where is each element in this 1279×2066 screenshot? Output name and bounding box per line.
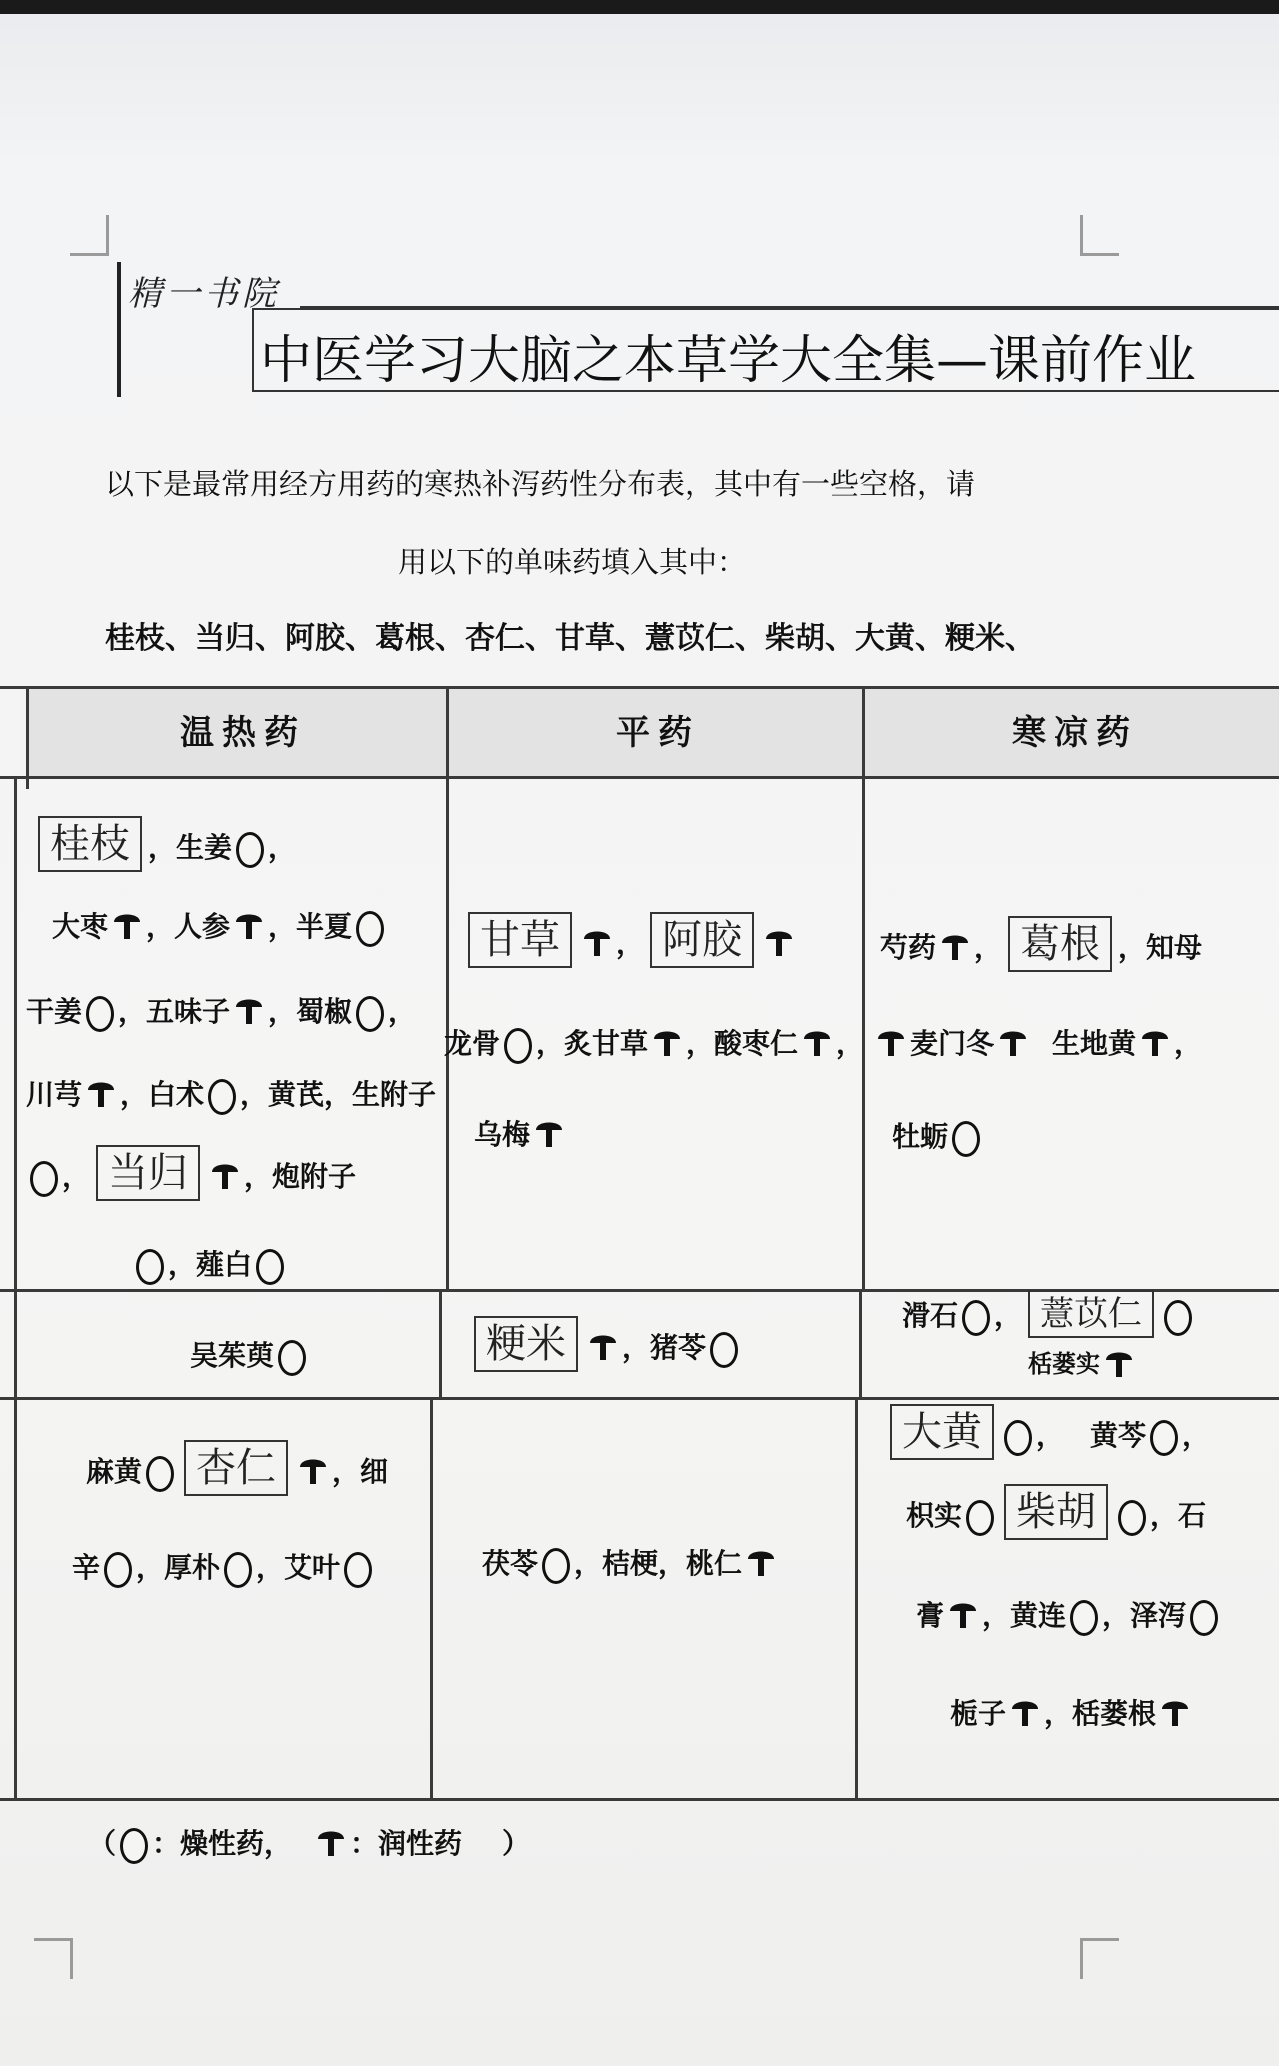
warm-r2-line1: 吴茱萸 [190, 1334, 310, 1376]
instruction-line-2: 用以下的单味药填入其中： [398, 545, 747, 579]
top-edge [0, 0, 1279, 14]
cold-r3-line2: 枳实 柴胡 ，石 [906, 1484, 1206, 1540]
neutral-r3-line1: 茯苓 ，桔梗，桃仁 [482, 1542, 780, 1587]
warm-r1-line3: 干姜 ，五味子 ，蜀椒 ， [26, 990, 416, 1035]
warm-r1-line6: ，薤白 [132, 1243, 288, 1285]
mushroom-icon [802, 1024, 832, 1067]
circle-icon [120, 1828, 148, 1864]
cold-r2-line1: 滑石 ， 薏苡仁 [902, 1290, 1196, 1338]
instruction-line-1: 以下是最常用经方用药的寒热补泻药性分布表，其中有一些空格，请 [105, 467, 976, 501]
mushroom-icon [298, 1452, 328, 1495]
neutral-r1-line1: 甘草 ， 阿胶 [462, 912, 798, 968]
cold-r3-line4: 栀子 ，栝蒌根 [950, 1692, 1194, 1737]
answer-box: 杏仁 [184, 1440, 288, 1496]
answer-box: 桂枝 [38, 816, 142, 872]
circle-icon [136, 1249, 164, 1285]
table-rule [862, 686, 865, 1289]
circle-icon [1190, 1600, 1218, 1636]
answer-box: 薏苡仁 [1028, 1290, 1154, 1338]
warm-r1-line2: 大枣 ，人参 ，半夏 [52, 905, 388, 950]
answer-box: 柴胡 [1004, 1484, 1108, 1540]
table-rule [859, 1289, 862, 1399]
mushroom-icon [582, 924, 612, 967]
neutral-r2-line1: 粳米 ，猪苓 [468, 1316, 742, 1372]
page-title: 中医学习大脑之本草学大全集—课前作业 [260, 331, 1197, 391]
circle-icon [1164, 1300, 1192, 1336]
table-rule [0, 1397, 1279, 1400]
cold-r3-line1: 大黄 ， 黄芩 ， [884, 1404, 1210, 1460]
circle-icon [1118, 1500, 1146, 1536]
header-vertical-rule [117, 262, 121, 397]
crop-mark-bottom-right [1080, 1938, 1119, 1979]
mushroom-icon [234, 992, 264, 1035]
circle-icon [542, 1548, 570, 1584]
mushroom-icon [1010, 1694, 1040, 1737]
table-rule [855, 1397, 858, 1800]
circle-icon [146, 1456, 174, 1492]
circle-icon [952, 1121, 980, 1157]
crop-mark-top-left [70, 215, 109, 256]
mushroom-icon [234, 907, 264, 950]
table-rule [0, 686, 1279, 689]
table-rule [439, 1289, 442, 1399]
cold-r2-line2: 栝蒌实 [1028, 1344, 1138, 1387]
circle-icon [86, 996, 114, 1032]
header-neutral: 平药 [616, 713, 700, 753]
mushroom-icon [86, 1075, 116, 1118]
brand-signature: 精一书院 [128, 274, 280, 314]
mushroom-icon [588, 1328, 618, 1371]
mushroom-icon [948, 1596, 978, 1639]
circle-icon [104, 1552, 132, 1588]
mushroom-icon [746, 1544, 776, 1587]
mushroom-icon [876, 1024, 906, 1067]
circle-icon [710, 1332, 738, 1368]
mushroom-icon [652, 1024, 682, 1067]
cold-r1-line2: 麦门冬 生地黄 ， [872, 1022, 1202, 1067]
table-rule [26, 686, 29, 789]
mushroom-icon [1104, 1345, 1134, 1387]
answer-box: 粳米 [474, 1316, 578, 1372]
cold-r1-line1: 芍药 ， 葛根 ，知母 [880, 916, 1202, 972]
circle-icon [224, 1552, 252, 1588]
warm-r3-line1: 麻黄 杏仁 ，细 [86, 1440, 388, 1496]
circle-icon [256, 1249, 284, 1285]
warm-r1-line5: ， 当归 ，炮附子 [26, 1145, 356, 1201]
circle-icon [962, 1300, 990, 1336]
cold-r3-line3: 膏 ，黄连 ，泽泻 [916, 1594, 1222, 1639]
table-rule [14, 776, 17, 1800]
table-rule [430, 1397, 433, 1800]
warm-r1-line1: 桂枝 ，生姜 ， [32, 816, 296, 872]
answer-box: 阿胶 [650, 912, 754, 968]
circle-icon [1150, 1420, 1178, 1456]
mushroom-icon [1160, 1694, 1190, 1737]
mushroom-icon [210, 1157, 240, 1200]
header-warm: 温热药 [180, 713, 306, 753]
answer-box: 葛根 [1008, 916, 1112, 972]
mushroom-icon [764, 924, 794, 967]
mushroom-icon [534, 1115, 564, 1158]
mushroom-icon [316, 1824, 346, 1867]
mushroom-icon [998, 1024, 1028, 1067]
circle-icon [504, 1028, 532, 1064]
crop-mark-bottom-left [34, 1938, 73, 1979]
legend: （ ：燥性药， ：润性药 ） [88, 1822, 530, 1867]
header-cold: 寒凉药 [1012, 713, 1138, 753]
circle-icon [208, 1079, 236, 1115]
warm-r1-line4: 川芎 ，白术 ，黄芪，生附子 [26, 1073, 436, 1118]
answer-box: 甘草 [468, 912, 572, 968]
circle-icon [236, 832, 264, 868]
table-rule [0, 776, 1279, 779]
circle-icon [1070, 1600, 1098, 1636]
circle-icon [278, 1340, 306, 1376]
neutral-r1-line3: 乌梅 [474, 1113, 568, 1158]
circle-icon [1004, 1420, 1032, 1456]
circle-icon [30, 1161, 58, 1197]
table-rule [446, 686, 449, 1289]
crop-mark-top-right [1080, 215, 1119, 256]
circle-icon [356, 996, 384, 1032]
table-rule [0, 1798, 1279, 1801]
warm-r3-line2: 辛 ，厚朴 ，艾叶 [72, 1546, 376, 1588]
circle-icon [356, 911, 384, 947]
circle-icon [966, 1500, 994, 1536]
cold-r1-line3: 牡蛎 [892, 1115, 984, 1157]
neutral-r1-line2: 龙骨 ，炙甘草 ，酸枣仁 ， [444, 1022, 864, 1067]
mushroom-icon [112, 907, 142, 950]
circle-icon [344, 1552, 372, 1588]
answer-box: 大黄 [890, 1404, 994, 1460]
drug-list: 桂枝、当归、阿胶、葛根、杏仁、甘草、薏苡仁、柴胡、大黄、粳米、 [105, 621, 1035, 656]
mushroom-icon [1140, 1024, 1170, 1067]
mushroom-icon [940, 928, 970, 971]
answer-box: 当归 [96, 1145, 200, 1201]
